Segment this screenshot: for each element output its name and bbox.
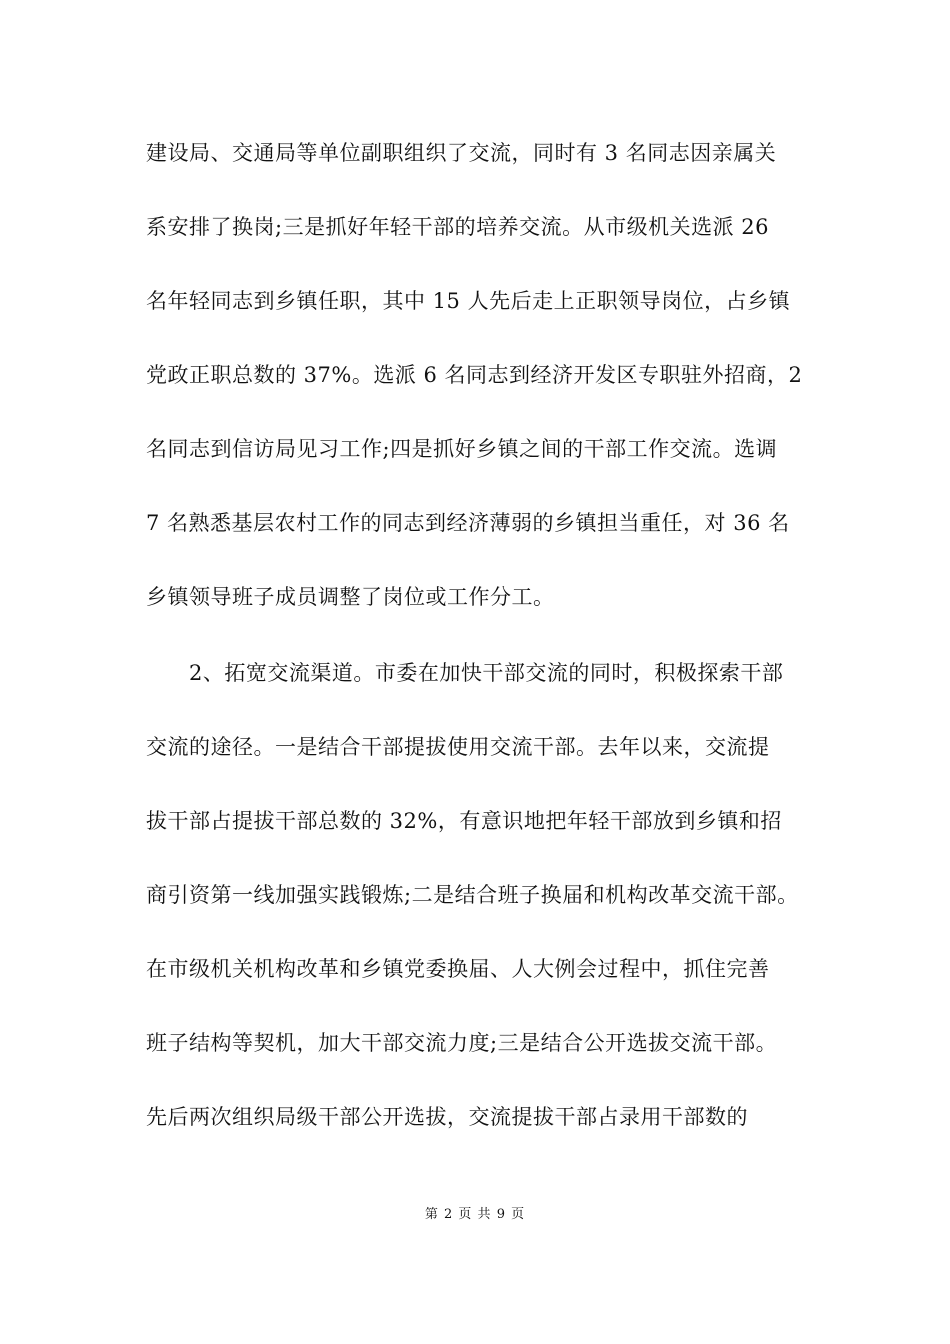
text-line: 商引资第一线加强实践锻炼;二是结合班子换届和机构改革交流干部。 <box>146 883 799 907</box>
text-line: 先后两次组织局级干部公开选拔，交流提拔干部占录用干部数的 <box>146 1105 748 1129</box>
text-line: 班子结构等契机，加大干部交流力度;三是结合公开选拔交流干部。 <box>146 1031 778 1055</box>
text-line: 党政正职总数的 37%。选派 6 名同志到经济开发区专职驻外招商，2 <box>146 363 803 387</box>
text-line: 建设局、交通局等单位副职组织了交流，同时有 3 名同志因亲属关 <box>146 141 777 165</box>
page-number-footer: 第 2 页 共 9 页 <box>424 1207 526 1222</box>
text-line: 在市级机关机构改革和乡镇党委换届、人大例会过程中，抓住完善 <box>146 957 770 981</box>
text-line: 乡镇领导班子成员调整了岗位或工作分工。 <box>146 585 555 609</box>
text-line: 名同志到信访局见习工作;四是抓好乡镇之间的干部工作交流。选调 <box>146 437 778 461</box>
text-line: 2、拓宽交流渠道。市委在加快干部交流的同时，积极探索干部 <box>146 661 784 685</box>
text-line: 拔干部占提拔干部总数的 32%，有意识地把年轻干部放到乡镇和招 <box>146 809 782 833</box>
text-line: 7 名熟悉基层农村工作的同志到经济薄弱的乡镇担当重任，对 36 名 <box>146 511 790 535</box>
text-line: 交流的途径。一是结合干部提拔使用交流干部。去年以来，交流提 <box>146 735 770 759</box>
text-line: 系安排了换岗;三是抓好年轻干部的培养交流。从市级机关选派 26 <box>146 215 769 239</box>
text-line: 名年轻同志到乡镇任职，其中 15 人先后走上正职领导岗位，占乡镇 <box>146 289 791 313</box>
